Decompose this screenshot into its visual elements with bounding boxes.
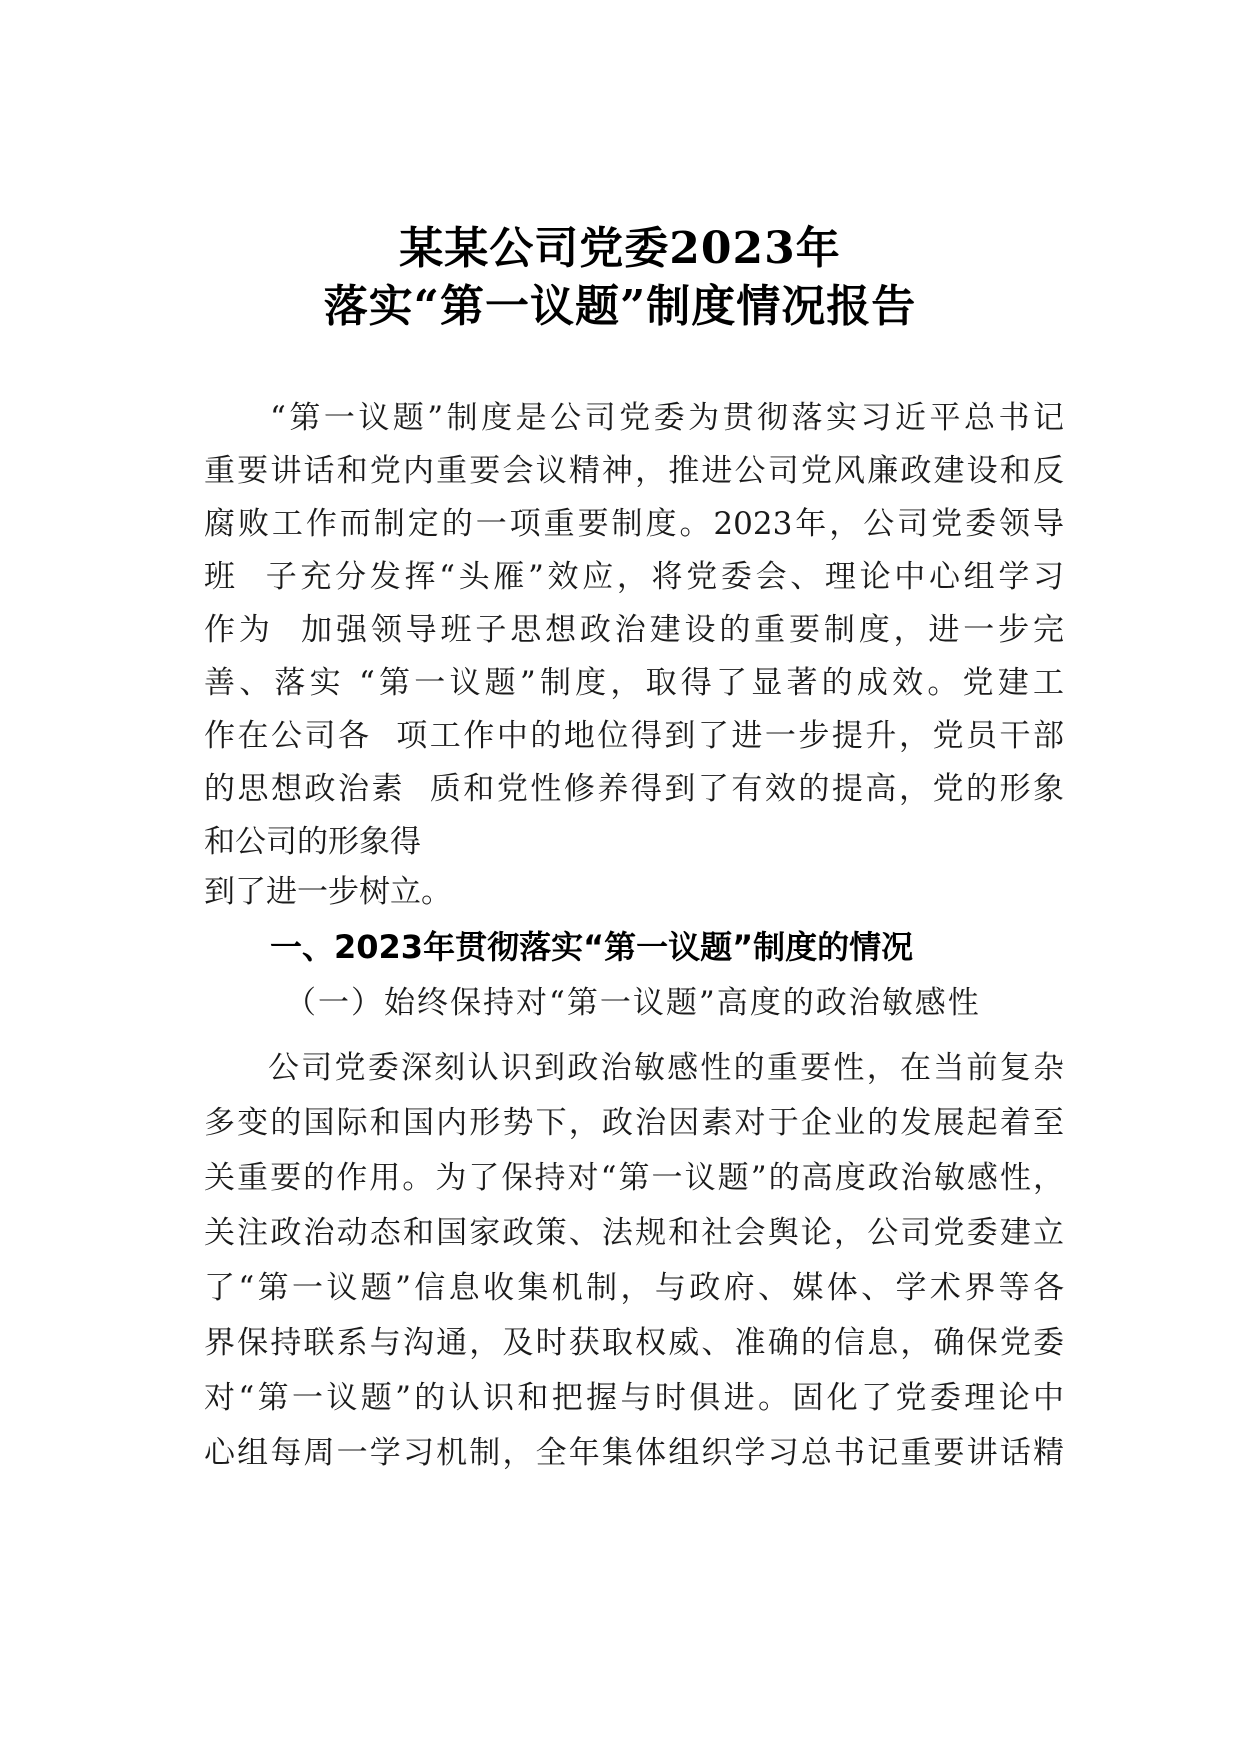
intro-line: 到了进一步树立。 [204, 874, 452, 910]
intro-line: 的思想政治素 质和党性修养得到了有效的提高，党的形象 [204, 771, 1064, 807]
body-line: 关重要的作用。为了保持对“第一议题”的高度政治敏感性， [204, 1160, 1064, 1196]
intro-line: 善、落实 “第一议题”制度，取得了显著的成效。党建工 [204, 665, 1064, 701]
document-title-line-1: 某某公司党委2023年 [399, 223, 841, 274]
body-line: 对“第一议题”的认识和把握与时俱进。固化了党委理论中 [204, 1380, 1064, 1416]
body-line: 心组每周一学习机制，全年集体组织学习总书记重要讲话精 [204, 1435, 1064, 1471]
body-line: 界保持联系与沟通，及时获取权威、准确的信息，确保党委 [204, 1325, 1064, 1361]
intro-line: 作为 加强领导班子思想政治建设的重要制度，进一步完 [204, 612, 1064, 648]
intro-line: “第一议题”制度是公司党委为贯彻落实习近平总书记 [270, 400, 1064, 436]
document-title-line-2: 落实“第一议题”制度情况报告 [323, 281, 917, 332]
subsection-heading-1: （一）始终保持对“第一议题”高度的政治敏感性 [285, 985, 981, 1021]
intro-line: 和公司的形象得 [204, 824, 421, 860]
body-line: 关注政治动态和国家政策、法规和社会舆论，公司党委建立 [204, 1215, 1064, 1251]
intro-line: 班 子充分发挥“头雁”效应，将党委会、理论中心组学习 [204, 559, 1064, 595]
section-heading-1: 一、2023年贯彻落实“第一议题”制度的情况 [270, 928, 914, 966]
intro-line: 作在公司各 项工作中的地位得到了进一步提升，党员干部 [204, 718, 1064, 754]
body-line: 多变的国际和国内形势下，政治因素对于企业的发展起着至 [204, 1105, 1064, 1141]
body-line: 公司党委深刻认识到政治敏感性的重要性，在当前复杂 [268, 1050, 1064, 1086]
intro-line: 腐败工作而制定的一项重要制度。2023年，公司党委领导 [204, 506, 1064, 542]
body-line: 了“第一议题”信息收集机制，与政府、媒体、学术界等各 [204, 1270, 1064, 1306]
intro-line: 重要讲话和党内重要会议精神，推进公司党风廉政建设和反 [204, 453, 1064, 489]
